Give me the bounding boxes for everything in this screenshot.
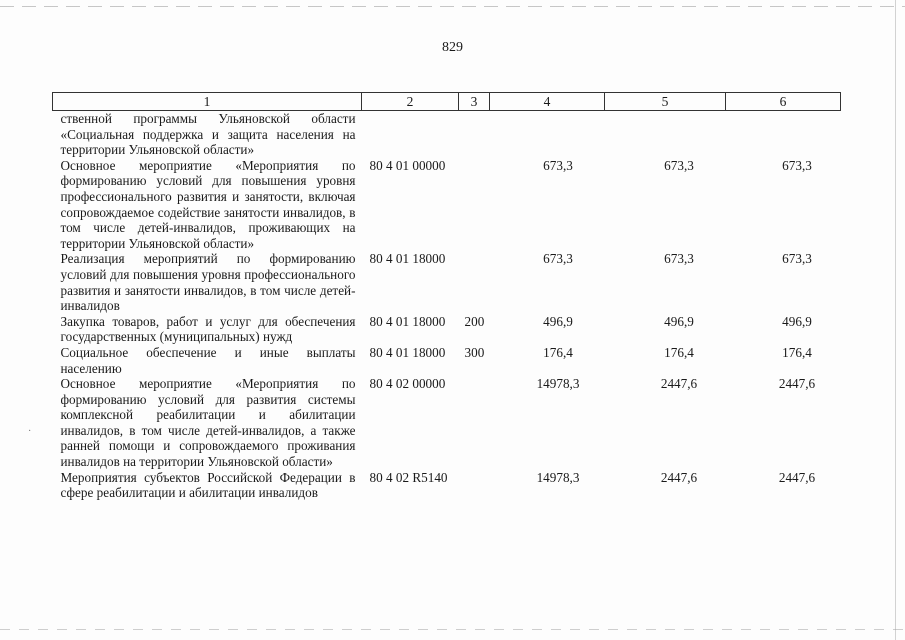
table-row <box>53 314 841 345</box>
scan-speck: · <box>28 426 32 437</box>
row-expense-type <box>459 251 490 313</box>
row-expense-type <box>459 158 490 252</box>
row-value-col4 <box>490 111 605 158</box>
row-expense-type <box>459 470 490 501</box>
row-value-col5: 673,3 <box>664 157 694 173</box>
row-value-col5: 2447,6 <box>660 469 698 485</box>
row-name: Социальное обеспечение и иные выплаты населению <box>60 344 356 376</box>
row-expense-type <box>459 111 490 158</box>
row-code: 80 4 01 18000 <box>369 344 446 360</box>
row-value-col6: 673,3 <box>782 251 812 267</box>
column-header-3: 3 <box>459 93 490 111</box>
scan-edge-right <box>895 0 896 640</box>
row-code: 80 4 01 00000 <box>369 157 446 173</box>
row-value-col5: 176,4 <box>664 344 694 360</box>
column-header-6: 6 <box>726 93 841 111</box>
page-number: 829 <box>442 40 463 55</box>
row-code: 80 4 01 18000 <box>369 251 446 267</box>
row-name: Мероприятия субъектов Российской Федерации в сфере реабилитации и абилитации инвалидов <box>60 469 356 501</box>
row-value-col4: 496,9 <box>543 313 573 329</box>
row-name: Закупка товаров, работ и услуг для обеспечения государственных (муниципальных) нужд <box>60 313 356 345</box>
row-value-col5: 496,9 <box>664 313 694 329</box>
row-value-col6: 673,3 <box>782 157 812 173</box>
row-value-col4: 176,4 <box>543 344 573 360</box>
row-value-col4: 673,3 <box>543 157 573 173</box>
budget-table <box>52 92 841 501</box>
row-code: 80 4 02 00000 <box>369 376 446 392</box>
table-row <box>53 158 841 252</box>
column-header-2: 2 <box>362 93 459 111</box>
row-value-col6: 496,9 <box>782 313 812 329</box>
row-value-col4: 14978,3 <box>536 376 580 392</box>
row-value-col5 <box>605 111 726 158</box>
row-value-col4: 14978,3 <box>536 469 580 485</box>
row-value-col6 <box>726 111 841 158</box>
row-name: Основное мероприятие «Мероприятия по формированию условий для повышения уровня профессионального развития и занятости, включая сопровождаемое содействие занятости инвалидов, в том числе детей-инвалидов, проживающих на территории Ульяновской области» <box>60 157 356 251</box>
row-expense-type <box>459 376 490 470</box>
table-row <box>53 376 841 470</box>
column-header-1: 1 <box>53 93 362 111</box>
row-name: Реализация мероприятий по формированию условий для повышения уровня профессионального развития и занятости инвалидов, в том числе детей-инвалидов <box>60 251 356 314</box>
table-row <box>53 251 841 313</box>
row-code: 80 4 02 R5140 <box>369 469 448 485</box>
scan-edge-top <box>0 6 905 7</box>
row-value-col4: 673,3 <box>543 251 573 267</box>
row-value-col6: 2447,6 <box>778 469 816 485</box>
scan-edge-bottom <box>0 629 905 630</box>
row-name: ственной программы Ульяновской области «Социальная поддержка и защита населения на территории Ульяновской области» <box>60 111 356 158</box>
table-row <box>53 111 841 158</box>
row-code: 80 4 01 18000 <box>369 313 446 329</box>
row-value-col5: 673,3 <box>664 251 694 267</box>
row-value-col6: 176,4 <box>782 344 812 360</box>
column-header-5: 5 <box>605 93 726 111</box>
row-expense-type: 200 <box>464 313 485 329</box>
row-value-col5: 2447,6 <box>660 376 698 392</box>
row-value-col6: 2447,6 <box>778 376 816 392</box>
table-header-row <box>53 93 841 111</box>
row-code <box>362 111 459 158</box>
column-header-4: 4 <box>490 93 605 111</box>
row-name: Основное мероприятие «Мероприятия по формированию условий для развития системы комплексной реабилитации и абилитации инвалидов, в том числе детей-инвалидов, а также ранней помощи и сопровождаемого проживания инвалидов на территории Ульяновской области» <box>60 376 356 470</box>
row-expense-type: 300 <box>464 344 485 360</box>
table-row <box>53 470 841 501</box>
table-row <box>53 345 841 376</box>
